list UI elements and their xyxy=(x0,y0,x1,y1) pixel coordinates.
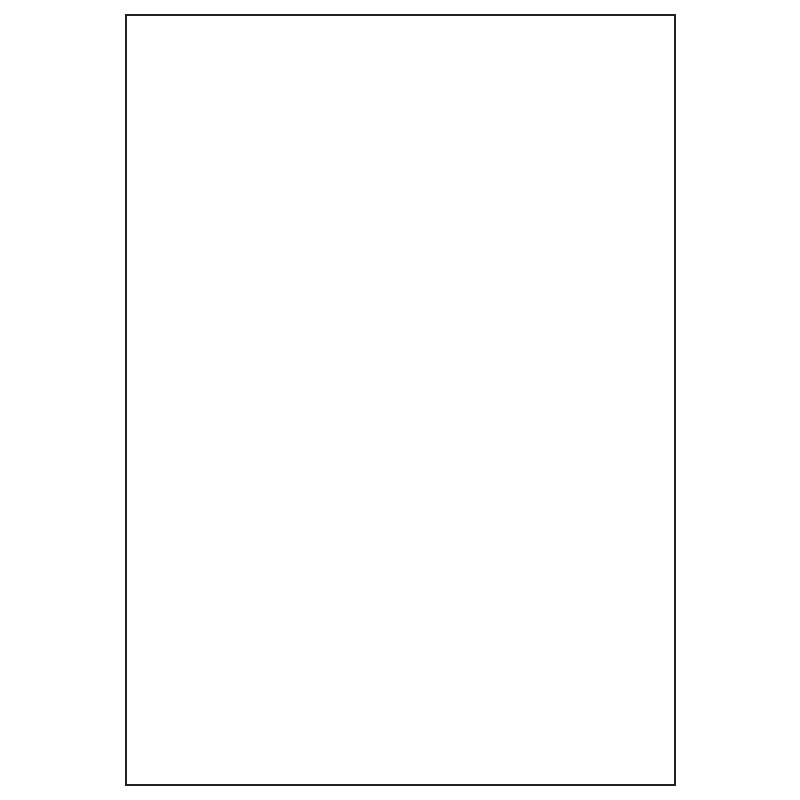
copyright-page xyxy=(125,14,676,786)
cip-section xyxy=(149,332,652,354)
